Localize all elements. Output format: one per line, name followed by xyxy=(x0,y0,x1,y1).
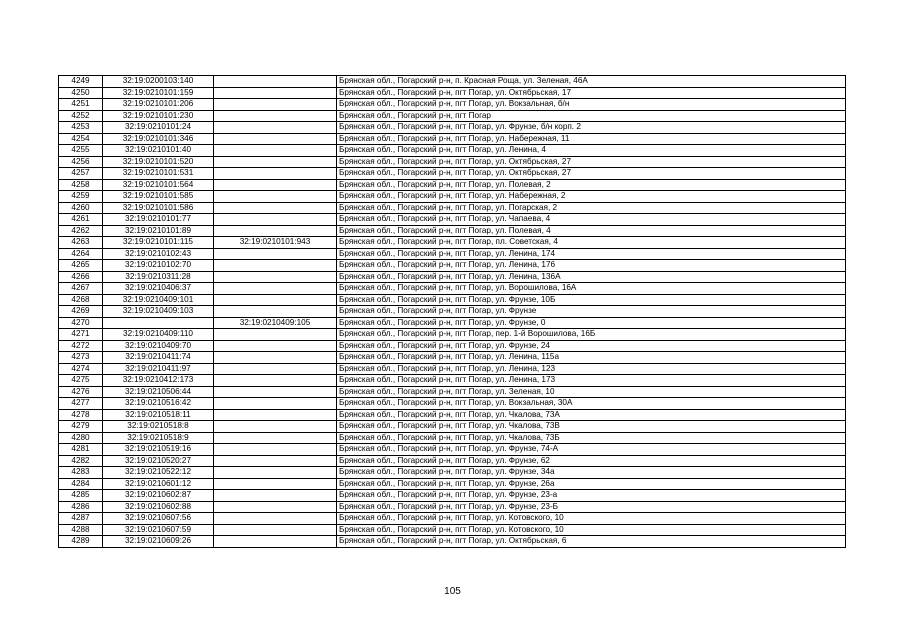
address-cell: Брянская обл., Погарский р-н, пгт Погар, ул. Октябрьская, 6 xyxy=(337,536,846,548)
table-row xyxy=(59,214,846,226)
cadastral-number-alt-cell xyxy=(214,248,337,260)
cadastral-number-alt-cell xyxy=(214,99,337,111)
cadastral-number-cell: 32:19:0210311:28 xyxy=(103,271,214,283)
cadastral-number-alt-cell xyxy=(214,283,337,295)
cadastral-number-alt-cell xyxy=(214,501,337,513)
address-cell: Брянская обл., Погарский р-н, пгт Погар, ул. Фрунзе, 26а xyxy=(337,478,846,490)
table-row xyxy=(59,478,846,490)
cadastral-number-cell: 32:19:0210101:115 xyxy=(103,237,214,249)
cadastral-number-cell: 32:19:0210601:12 xyxy=(103,478,214,490)
address-cell: Брянская обл., Погарский р-н, пгт Погар, ул. Фрунзе, 10Б xyxy=(337,294,846,306)
row-number-cell: 4256 xyxy=(59,156,103,168)
address-cell: Брянская обл., Погарский р-н, пгт Погар, ул. Фрунзе, 24 xyxy=(337,340,846,352)
address-cell: Брянская обл., Погарский р-н, пгт Погар, ул. Ленина, 115а xyxy=(337,352,846,364)
row-number-cell: 4266 xyxy=(59,271,103,283)
cadastral-number-alt-cell xyxy=(214,202,337,214)
cadastral-number-alt-cell xyxy=(214,168,337,180)
cadastral-number-alt-cell xyxy=(214,432,337,444)
address-cell: Брянская обл., Погарский р-н, пгт Погар, ул. Зеленая, 10 xyxy=(337,386,846,398)
table-row xyxy=(59,375,846,387)
cadastral-number-cell: 32:19:0210506:44 xyxy=(103,386,214,398)
table-row xyxy=(59,432,846,444)
cadastral-number-cell: 32:19:0210411:74 xyxy=(103,352,214,364)
table-row xyxy=(59,444,846,456)
row-number-cell: 4287 xyxy=(59,513,103,525)
cadastral-number-alt-cell xyxy=(214,340,337,352)
cadastral-number-cell: 32:19:0210409:103 xyxy=(103,306,214,318)
row-number-cell: 4280 xyxy=(59,432,103,444)
address-cell: Брянская обл., Погарский р-н, п. Красная Роща, ул. Зеленая, 46А xyxy=(337,76,846,88)
address-cell: Брянская обл., Погарский р-н, пгт Погар, ул. Фрунзе, б/н корп. 2 xyxy=(337,122,846,134)
address-cell: Брянская обл., Погарский р-н, пгт Погар, ул. Чапаева, 4 xyxy=(337,214,846,226)
cadastral-number-cell: 32:19:0210607:56 xyxy=(103,513,214,525)
row-number-cell: 4288 xyxy=(59,524,103,536)
cadastral-number-cell: 32:19:0210101:77 xyxy=(103,214,214,226)
cadastral-number-cell: 32:19:0200103:140 xyxy=(103,76,214,88)
row-number-cell: 4249 xyxy=(59,76,103,88)
cadastral-number-cell: 32:19:0210520:27 xyxy=(103,455,214,467)
cadastral-number-cell: 32:19:0210101:346 xyxy=(103,133,214,145)
row-number-cell: 4269 xyxy=(59,306,103,318)
cadastral-number-cell: 32:19:0210101:520 xyxy=(103,156,214,168)
cadastral-number-alt-cell xyxy=(214,179,337,191)
cadastral-number-cell: 32:19:0210101:89 xyxy=(103,225,214,237)
cadastral-number-alt-cell xyxy=(214,156,337,168)
cadastral-number-alt-cell xyxy=(214,191,337,203)
row-number-cell: 4271 xyxy=(59,329,103,341)
row-number-cell: 4283 xyxy=(59,467,103,479)
table-row xyxy=(59,294,846,306)
cadastral-number-alt-cell xyxy=(214,329,337,341)
row-number-cell: 4272 xyxy=(59,340,103,352)
cadastral-number-alt-cell xyxy=(214,455,337,467)
row-number-cell: 4274 xyxy=(59,363,103,375)
table-row xyxy=(59,524,846,536)
cadastral-number-alt-cell xyxy=(214,363,337,375)
table-row xyxy=(59,99,846,111)
address-cell: Брянская обл., Погарский р-н, пгт Погар, ул. Набережная, 2 xyxy=(337,191,846,203)
table-row xyxy=(59,237,846,249)
table-row xyxy=(59,133,846,145)
row-number-cell: 4273 xyxy=(59,352,103,364)
cadastral-number-alt-cell xyxy=(214,306,337,318)
property-table xyxy=(58,75,846,548)
table-row xyxy=(59,317,846,329)
address-cell: Брянская обл., Погарский р-н, пгт Погар, ул. Ленина, 176 xyxy=(337,260,846,272)
cadastral-number-cell: 32:19:0210516:42 xyxy=(103,398,214,410)
cadastral-number-cell: 32:19:0210609:26 xyxy=(103,536,214,548)
row-number-cell: 4260 xyxy=(59,202,103,214)
table-row xyxy=(59,248,846,260)
table-row xyxy=(59,283,846,295)
cadastral-number-alt-cell xyxy=(214,513,337,525)
table-row xyxy=(59,87,846,99)
cadastral-number-cell: 32:19:0210409:110 xyxy=(103,329,214,341)
address-cell: Брянская обл., Погарский р-н, пгт Погар, ул. Котовского, 10 xyxy=(337,513,846,525)
row-number-cell: 4255 xyxy=(59,145,103,157)
address-cell: Брянская обл., Погарский р-н, пгт Погар, ул. Ворошилова, 16А xyxy=(337,283,846,295)
address-cell: Брянская обл., Погарский р-н, пгт Погар, ул. Ленина, 174 xyxy=(337,248,846,260)
row-number-cell: 4253 xyxy=(59,122,103,134)
address-cell: Брянская обл., Погарский р-н, пгт Погар, ул. Вокзальная, 30А xyxy=(337,398,846,410)
address-cell: Брянская обл., Погарский р-н, пгт Погар, ул. Ленина, 173 xyxy=(337,375,846,387)
cadastral-number-alt-cell xyxy=(214,271,337,283)
row-number-cell: 4270 xyxy=(59,317,103,329)
table-body xyxy=(59,76,846,548)
table-row xyxy=(59,409,846,421)
cadastral-number-cell: 32:19:0210411:97 xyxy=(103,363,214,375)
row-number-cell: 4281 xyxy=(59,444,103,456)
table-row xyxy=(59,145,846,157)
address-cell: Брянская обл., Погарский р-н, пгт Погар, ул. Фрунзе, 23-Б xyxy=(337,501,846,513)
address-cell: Брянская обл., Погарский р-н, пгт Погар, ул. Октябрьская, 27 xyxy=(337,156,846,168)
cadastral-number-cell: 32:19:0210607:59 xyxy=(103,524,214,536)
cadastral-number-cell: 32:19:0210412:173 xyxy=(103,375,214,387)
cadastral-number-cell: 32:19:0210602:87 xyxy=(103,490,214,502)
address-cell: Брянская обл., Погарский р-н, пгт Погар, ул. Набережная, 11 xyxy=(337,133,846,145)
cadastral-number-cell: 32:19:0210101:586 xyxy=(103,202,214,214)
table-row xyxy=(59,271,846,283)
cadastral-number-cell: 32:19:0210102:43 xyxy=(103,248,214,260)
address-cell: Брянская обл., Погарский р-н, пгт Погар, ул. Ленина, 136А xyxy=(337,271,846,283)
address-cell: Брянская обл., Погарский р-н, пгт Погар, ул. Чкалова, 73Б xyxy=(337,432,846,444)
row-number-cell: 4277 xyxy=(59,398,103,410)
cadastral-number-alt-cell xyxy=(214,524,337,536)
table-row xyxy=(59,513,846,525)
table-row xyxy=(59,156,846,168)
cadastral-number-alt-cell xyxy=(214,536,337,548)
row-number-cell: 4267 xyxy=(59,283,103,295)
cadastral-number-alt-cell xyxy=(214,490,337,502)
row-number-cell: 4279 xyxy=(59,421,103,433)
cadastral-number-alt-cell xyxy=(214,214,337,226)
table-row xyxy=(59,76,846,88)
table-row xyxy=(59,202,846,214)
cadastral-number-cell: 32:19:0210101:564 xyxy=(103,179,214,191)
address-cell: Брянская обл., Погарский р-н, пгт Погар, ул. Фрунзе, 62 xyxy=(337,455,846,467)
row-number-cell: 4268 xyxy=(59,294,103,306)
cadastral-number-cell: 32:19:0210102:70 xyxy=(103,260,214,272)
cadastral-number-cell: 32:19:0210518:11 xyxy=(103,409,214,421)
row-number-cell: 4285 xyxy=(59,490,103,502)
table-row xyxy=(59,467,846,479)
cadastral-number-alt-cell xyxy=(214,122,337,134)
row-number-cell: 4263 xyxy=(59,237,103,249)
cadastral-number-alt-cell xyxy=(214,375,337,387)
table-row xyxy=(59,179,846,191)
table-row xyxy=(59,490,846,502)
cadastral-number-alt-cell xyxy=(214,133,337,145)
cadastral-number-alt-cell xyxy=(214,87,337,99)
address-cell: Брянская обл., Погарский р-н, пгт Погар, ул. Фрунзе xyxy=(337,306,846,318)
address-cell: Брянская обл., Погарский р-н, пгт Погар, ул. Чкалова, 73А xyxy=(337,409,846,421)
row-number-cell: 4254 xyxy=(59,133,103,145)
cadastral-number-cell: 32:19:0210101:531 xyxy=(103,168,214,180)
address-cell: Брянская обл., Погарский р-н, пгт Погар, ул. Фрунзе, 23-а xyxy=(337,490,846,502)
page-number: 105 xyxy=(444,586,461,597)
address-cell: Брянская обл., Погарский р-н, пгт Погар, ул. Полевая, 4 xyxy=(337,225,846,237)
address-cell: Брянская обл., Погарский р-н, пгт Погар, ул. Октябрьская, 27 xyxy=(337,168,846,180)
row-number-cell: 4250 xyxy=(59,87,103,99)
row-number-cell: 4257 xyxy=(59,168,103,180)
row-number-cell: 4282 xyxy=(59,455,103,467)
table-row xyxy=(59,225,846,237)
cadastral-number-alt-cell xyxy=(214,352,337,364)
cadastral-number-alt-cell xyxy=(214,110,337,122)
cadastral-number-cell: 32:19:0210101:206 xyxy=(103,99,214,111)
row-number-cell: 4264 xyxy=(59,248,103,260)
cadastral-number-alt-cell xyxy=(214,145,337,157)
row-number-cell: 4252 xyxy=(59,110,103,122)
table-row xyxy=(59,191,846,203)
cadastral-number-alt-cell: 32:19:0210409:105 xyxy=(214,317,337,329)
address-cell: Брянская обл., Погарский р-н, пгт Погар, ул. Октябрьская, 17 xyxy=(337,87,846,99)
table-row xyxy=(59,386,846,398)
row-number-cell: 4275 xyxy=(59,375,103,387)
table-row xyxy=(59,363,846,375)
cadastral-number-cell: 32:19:0210518:9 xyxy=(103,432,214,444)
cadastral-number-cell: 32:19:0210101:230 xyxy=(103,110,214,122)
table-row xyxy=(59,340,846,352)
row-number-cell: 4262 xyxy=(59,225,103,237)
cadastral-number-alt-cell xyxy=(214,225,337,237)
table-row xyxy=(59,421,846,433)
cadastral-number-alt-cell xyxy=(214,478,337,490)
cadastral-number-alt-cell xyxy=(214,421,337,433)
cadastral-number-cell: 32:19:0210101:40 xyxy=(103,145,214,157)
cadastral-number-cell xyxy=(103,317,214,329)
address-cell: Брянская обл., Погарский р-н, пгт Погар, ул. Фрунзе, 74-А xyxy=(337,444,846,456)
row-number-cell: 4258 xyxy=(59,179,103,191)
row-number-cell: 4265 xyxy=(59,260,103,272)
cadastral-number-alt-cell xyxy=(214,294,337,306)
address-cell: Брянская обл., Погарский р-н, пгт Погар, ул. Котовского, 10 xyxy=(337,524,846,536)
row-number-cell: 4259 xyxy=(59,191,103,203)
address-cell: Брянская обл., Погарский р-н, пгт Погар, ул. Погарская, 2 xyxy=(337,202,846,214)
cadastral-number-alt-cell xyxy=(214,76,337,88)
cadastral-number-alt-cell xyxy=(214,409,337,421)
cadastral-number-cell: 32:19:0210409:101 xyxy=(103,294,214,306)
row-number-cell: 4261 xyxy=(59,214,103,226)
address-cell: Брянская обл., Погарский р-н, пгт Погар, ул. Полевая, 2 xyxy=(337,179,846,191)
cadastral-number-alt-cell: 32:19:0210101:943 xyxy=(214,237,337,249)
address-cell: Брянская обл., Погарский р-н, пгт Погар, ул. Ленина, 123 xyxy=(337,363,846,375)
table-row xyxy=(59,536,846,548)
table-row xyxy=(59,306,846,318)
cadastral-number-alt-cell xyxy=(214,398,337,410)
table-row xyxy=(59,352,846,364)
table-row xyxy=(59,329,846,341)
cadastral-number-cell: 32:19:0210519:16 xyxy=(103,444,214,456)
cadastral-number-alt-cell xyxy=(214,386,337,398)
address-cell: Брянская обл., Погарский р-н, пгт Погар, ул. Фрунзе, 34а xyxy=(337,467,846,479)
cadastral-number-cell: 32:19:0210101:24 xyxy=(103,122,214,134)
cadastral-number-cell: 32:19:0210101:585 xyxy=(103,191,214,203)
table-row xyxy=(59,122,846,134)
table-row xyxy=(59,398,846,410)
row-number-cell: 4286 xyxy=(59,501,103,513)
address-cell: Брянская обл., Погарский р-н, пгт Погар, пл. Советская, 4 xyxy=(337,237,846,249)
cadastral-number-cell: 32:19:0210101:159 xyxy=(103,87,214,99)
address-cell: Брянская обл., Погарский р-н, пгт Погар, ул. Фрунзе, 0 xyxy=(337,317,846,329)
address-cell: Брянская обл., Погарский р-н, пгт Погар, ул. Ленина, 4 xyxy=(337,145,846,157)
table-row xyxy=(59,501,846,513)
address-cell: Брянская обл., Погарский р-н, пгт Погар, ул. Чкалова, 73В xyxy=(337,421,846,433)
cadastral-number-cell: 32:19:0210602:88 xyxy=(103,501,214,513)
cadastral-number-alt-cell xyxy=(214,260,337,272)
row-number-cell: 4284 xyxy=(59,478,103,490)
table-row xyxy=(59,260,846,272)
address-cell: Брянская обл., Погарский р-н, пгт Погар xyxy=(337,110,846,122)
address-cell: Брянская обл., Погарский р-н, пгт Погар, ул. Вокзальная, б/н xyxy=(337,99,846,111)
table-row xyxy=(59,110,846,122)
cadastral-number-cell: 32:19:0210409:70 xyxy=(103,340,214,352)
table-row xyxy=(59,455,846,467)
cadastral-number-cell: 32:19:0210406:37 xyxy=(103,283,214,295)
row-number-cell: 4278 xyxy=(59,409,103,421)
cadastral-number-alt-cell xyxy=(214,467,337,479)
row-number-cell: 4251 xyxy=(59,99,103,111)
cadastral-number-cell: 32:19:0210518:8 xyxy=(103,421,214,433)
cadastral-number-cell: 32:19:0210522:12 xyxy=(103,467,214,479)
row-number-cell: 4276 xyxy=(59,386,103,398)
address-cell: Брянская обл., Погарский р-н, пгт Погар, пер. 1-й Ворошилова, 16Б xyxy=(337,329,846,341)
table-row xyxy=(59,168,846,180)
cadastral-number-alt-cell xyxy=(214,444,337,456)
row-number-cell: 4289 xyxy=(59,536,103,548)
